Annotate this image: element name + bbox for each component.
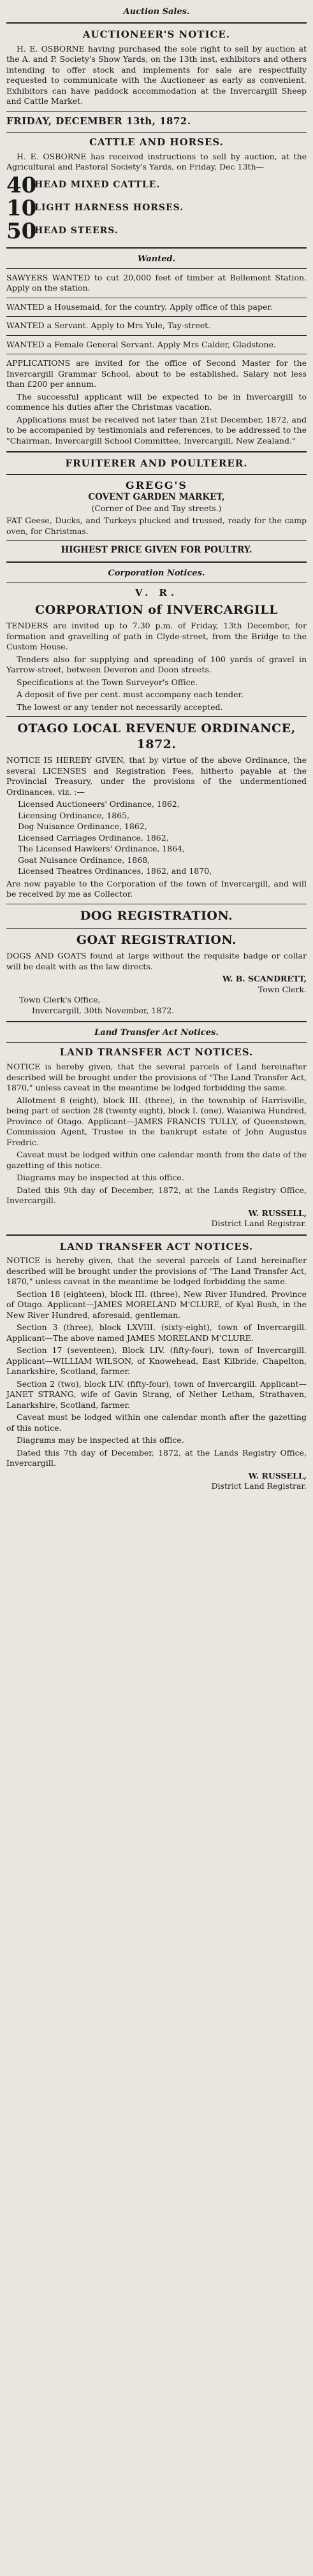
divider [6, 716, 307, 717]
signature: W. B. SCANDRETT, [222, 974, 307, 984]
divider [6, 1021, 307, 1022]
signature: W. RUSSELL, [248, 1470, 307, 1480]
wanted-header: Wanted. [137, 254, 176, 264]
divider [6, 561, 307, 563]
land-para: Dated this 9th day of December, 1872, at the Lands Registry Office, Invercargill. [6, 1185, 307, 1206]
wanted-item: SAWYERS WANTED to cut 20,000 feet of timber at Bellemont Station. Apply on the station. [6, 272, 307, 293]
land-para: Section 17 (seventeen), Block LIV. (fifty-four), town of Invercargill. Applicant—WILLIAM WILSON, of Knowehead, East Kilbride, Chapelton, Lanarkshire, Scotland, farmer. [6, 1345, 307, 1377]
office-line: Town Clerk's Office, [19, 995, 101, 1005]
list-item: Licensed Auctioneers' Ordinance, 1862, [18, 799, 180, 809]
lot-number: 10 [6, 195, 37, 221]
dog-title: DOG REGISTRATION. [80, 908, 233, 923]
land-para: Section 3 (three), block LXVIII. (sixty-eight), town of Invercargill. Applicant—The above named JAMES MORELAND M'CLURE. [6, 1322, 307, 1343]
list-item: Goat Nuisance Ordinance, 1868, [18, 855, 150, 865]
list-item: Licensed Theatres Ordinances, 1862, and 1870, [18, 866, 212, 876]
land-para: Section 18 (eighteen), block III. (three), New River Hundred, Province of Otago. Applicant—JAMES MORELAND M'CLURE, of Kyal Bush, in the New River Hundred, aforesaid, gentleman. [6, 1289, 307, 1320]
dog-body: DOGS AND GOATS found at large without the requisite badge or collar will be dealt with as the law directs. [6, 951, 307, 971]
otago-intro: NOTICE IS HEREBY GIVEN, that by virtue of the above Ordinance, the several LICENSES and Registration Fees, hitherto payable at the Provincial Treasury, under the provisions of the undermentioned Ordinances, viz. :— [6, 755, 307, 797]
fruiterer-body: FAT Geese, Ducks, and Turkeys plucked and trussed, ready for the camp oven, for Christmas. [6, 516, 307, 536]
signature-role: District Land Registrar. [211, 1219, 307, 1229]
lot-item [6, 218, 307, 244]
goat-title: GOAT REGISTRATION. [76, 933, 237, 947]
divider [6, 1042, 307, 1043]
market-corner: (Corner of Dee and Tay streets.) [91, 503, 222, 513]
lot-text: HEAD MIXED CATTLE. [34, 180, 161, 191]
lot-item [6, 172, 307, 198]
signature: W. RUSSELL, [248, 1208, 307, 1218]
wanted-item: WANTED a Housemaid, for the country. Apply office of this paper. [6, 301, 273, 312]
date-line: Invercargill, 30th November, 1872. [32, 1005, 175, 1015]
auctioneer-notice-title: AUCTIONEER'S NOTICE. [82, 29, 231, 41]
divider [6, 316, 307, 317]
land-para: Section 2 (two), block LIV. (fifty-four), town of Invercargill. Applicant—JANET STRANG, wife of Gavin Strang, of Nether Letham, Strathaven, Lanarkshire, Scotland, farmer. [6, 1378, 307, 1410]
fruiterer-title: FRUITERER AND POULTERER. [65, 458, 248, 470]
land-para: NOTICE is hereby given, that the several parcels of Land hereinafter described will be brought under the provisions of "The Land Transfer Act, 1870," unless caveat in the meantime be lodged forbidding the same. [6, 1062, 307, 1093]
divider [6, 111, 307, 112]
list-item: Dog Nuisance Ordinance, 1862, [18, 821, 147, 832]
divider [6, 22, 307, 24]
signature-role: District Land Registrar. [211, 1481, 307, 1491]
cattle-body: H. E. OSBORNE has received instructions to sell by auction, at the Agricultural and Pastoral Society's Yards, on Friday, Dec 13th— [6, 151, 307, 172]
wanted-item: WANTED a Servant. Apply to Mrs Yule, Tay-street. [6, 321, 211, 331]
land-para: Dated this 7th day of December, 1872, at the Lands Registry Office, Invercargill. [6, 1447, 307, 1468]
divider [6, 268, 307, 269]
market-name: COVENT GARDEN MARKET, [88, 492, 225, 503]
lot-list [6, 172, 307, 244]
newspaper-column [6, 0, 307, 1492]
divider [6, 247, 307, 249]
cattle-title: CATTLE AND HORSES. [89, 136, 224, 148]
greggs-name: GREGG'S [126, 479, 187, 491]
lot-text: LIGHT HARNESS HORSES. [34, 203, 184, 213]
divider [6, 1234, 307, 1236]
land-title: LAND TRANSFER ACT NOTICES. [59, 1240, 254, 1252]
auction-date: FRIDAY, DECEMBER 13th, 1872. [6, 115, 191, 127]
divider [6, 335, 307, 336]
vr-crest: V. R. [135, 587, 178, 599]
divider [6, 451, 307, 452]
list-item: The Licensed Hawkers' Ordinance, 1864, [18, 844, 186, 854]
divider [6, 540, 307, 541]
divider [6, 582, 307, 583]
poultry-price: HIGHEST PRICE GIVEN FOR POULTRY. [61, 545, 252, 556]
auctioneer-notice-body: H. E. OSBORNE having purchased the sole right to sell by auction at the A. and P. Society's Show Yards, on the 13th inst, exhibitors and others intending to offer stock and implements for sale are respectfully requested to communicate with the Auctioneer as early as convenient. Exhibitors can have paddock accommodation at the Invercargill Sheep and Cattle Market. [6, 43, 307, 106]
divider [6, 928, 307, 929]
lot-number: 50 [6, 218, 37, 244]
land-para: Allotment 8 (eight), block III. (three), in the township of Harrisville, being part of section 28 (twenty eight), block I. (one), Waianiwa Hundred, Province of Otago. Applicant—JAMES FRANCIS TULLY, of Queenstown, Commission Agent, Trustee in the bankrupt estate of John Augustus Fredric. [6, 1095, 307, 1147]
divider [6, 132, 307, 133]
land-title: LAND TRANSFER ACT NOTICES. [59, 1046, 254, 1059]
applications-para: The successful applicant will be expected to be in Invercargill to commence his duties after the Christmas vacation. [6, 391, 307, 412]
applications-para: APPLICATIONS are invited for the office of Second Master for the Invercargill Grammar School, about to be established. Salary not less than £200 per annum. [6, 358, 307, 389]
land-para: NOTICE is hereby given, that the several parcels of Land hereinafter described will be brought under the provisions of "The Land Transfer Act, 1870," unless caveat in the meantime be lodged forbidding the same. [6, 1255, 307, 1287]
land-header: Land Transfer Act Notices. [94, 1028, 219, 1038]
corporation-header: Corporation Notices. [108, 568, 205, 579]
lot-number: 40 [6, 172, 37, 198]
land-para: Diagrams may be inspected at this office. [17, 1435, 184, 1445]
list-item: Licensed Carriages Ordinance, 1862, [18, 832, 169, 843]
signature-role: Town Clerk. [258, 984, 307, 994]
lot-item [6, 195, 307, 221]
corporation-para: A deposit of five per cent. must accompany each tender. [17, 690, 244, 700]
list-item: Licensing Ordinance, 1865, [18, 810, 130, 820]
applications-para: Applications must be received not later than 21st December, 1872, and to be accompanied by testimonials and references, to be addressed to the "Chairman, Invercargill School Committee, Invercargill, New Zealand." [6, 414, 307, 445]
otago-title: OTAGO LOCAL REVENUE ORDINANCE, 1872. [17, 721, 296, 752]
land-para: Caveat must be lodged within one calendar month from the date of the gazetting of this notice. [6, 1150, 307, 1170]
corporation-title: CORPORATION of INVERCARGILL [34, 603, 279, 618]
divider [6, 474, 307, 475]
lot-text: HEAD STEERS. [34, 226, 119, 236]
ordinance-list [18, 799, 307, 877]
corporation-para: Specifications at the Town Surveyor's Office. [17, 677, 198, 687]
corporation-para: TENDERS are invited up to 7.30 p.m. of Friday, 13th December, for formation and gravelling of path in Clyde-street, from the Bridge to the Custom House. [6, 621, 307, 652]
auction-header: Auction Sales. [123, 7, 190, 17]
corporation-para: Tenders also for supplying and spreading of 100 yards of gravel in Yarrow-street, between Deveron and Doon streets. [6, 654, 307, 675]
land-para: Diagrams may be inspected at this office. [17, 1173, 184, 1183]
otago-outro: Are now payable to the Corporation of the town of Invercargill, and will be received by me as Collector. [6, 878, 307, 899]
corporation-para: The lowest or any tender not necessarily accepted. [17, 702, 223, 712]
wanted-item: WANTED a Female General Servant. Apply Mrs Calder, Gladstone. [6, 339, 276, 349]
land-para: Caveat must be lodged within one calendar month after the gazetting of this notice. [6, 1412, 307, 1433]
